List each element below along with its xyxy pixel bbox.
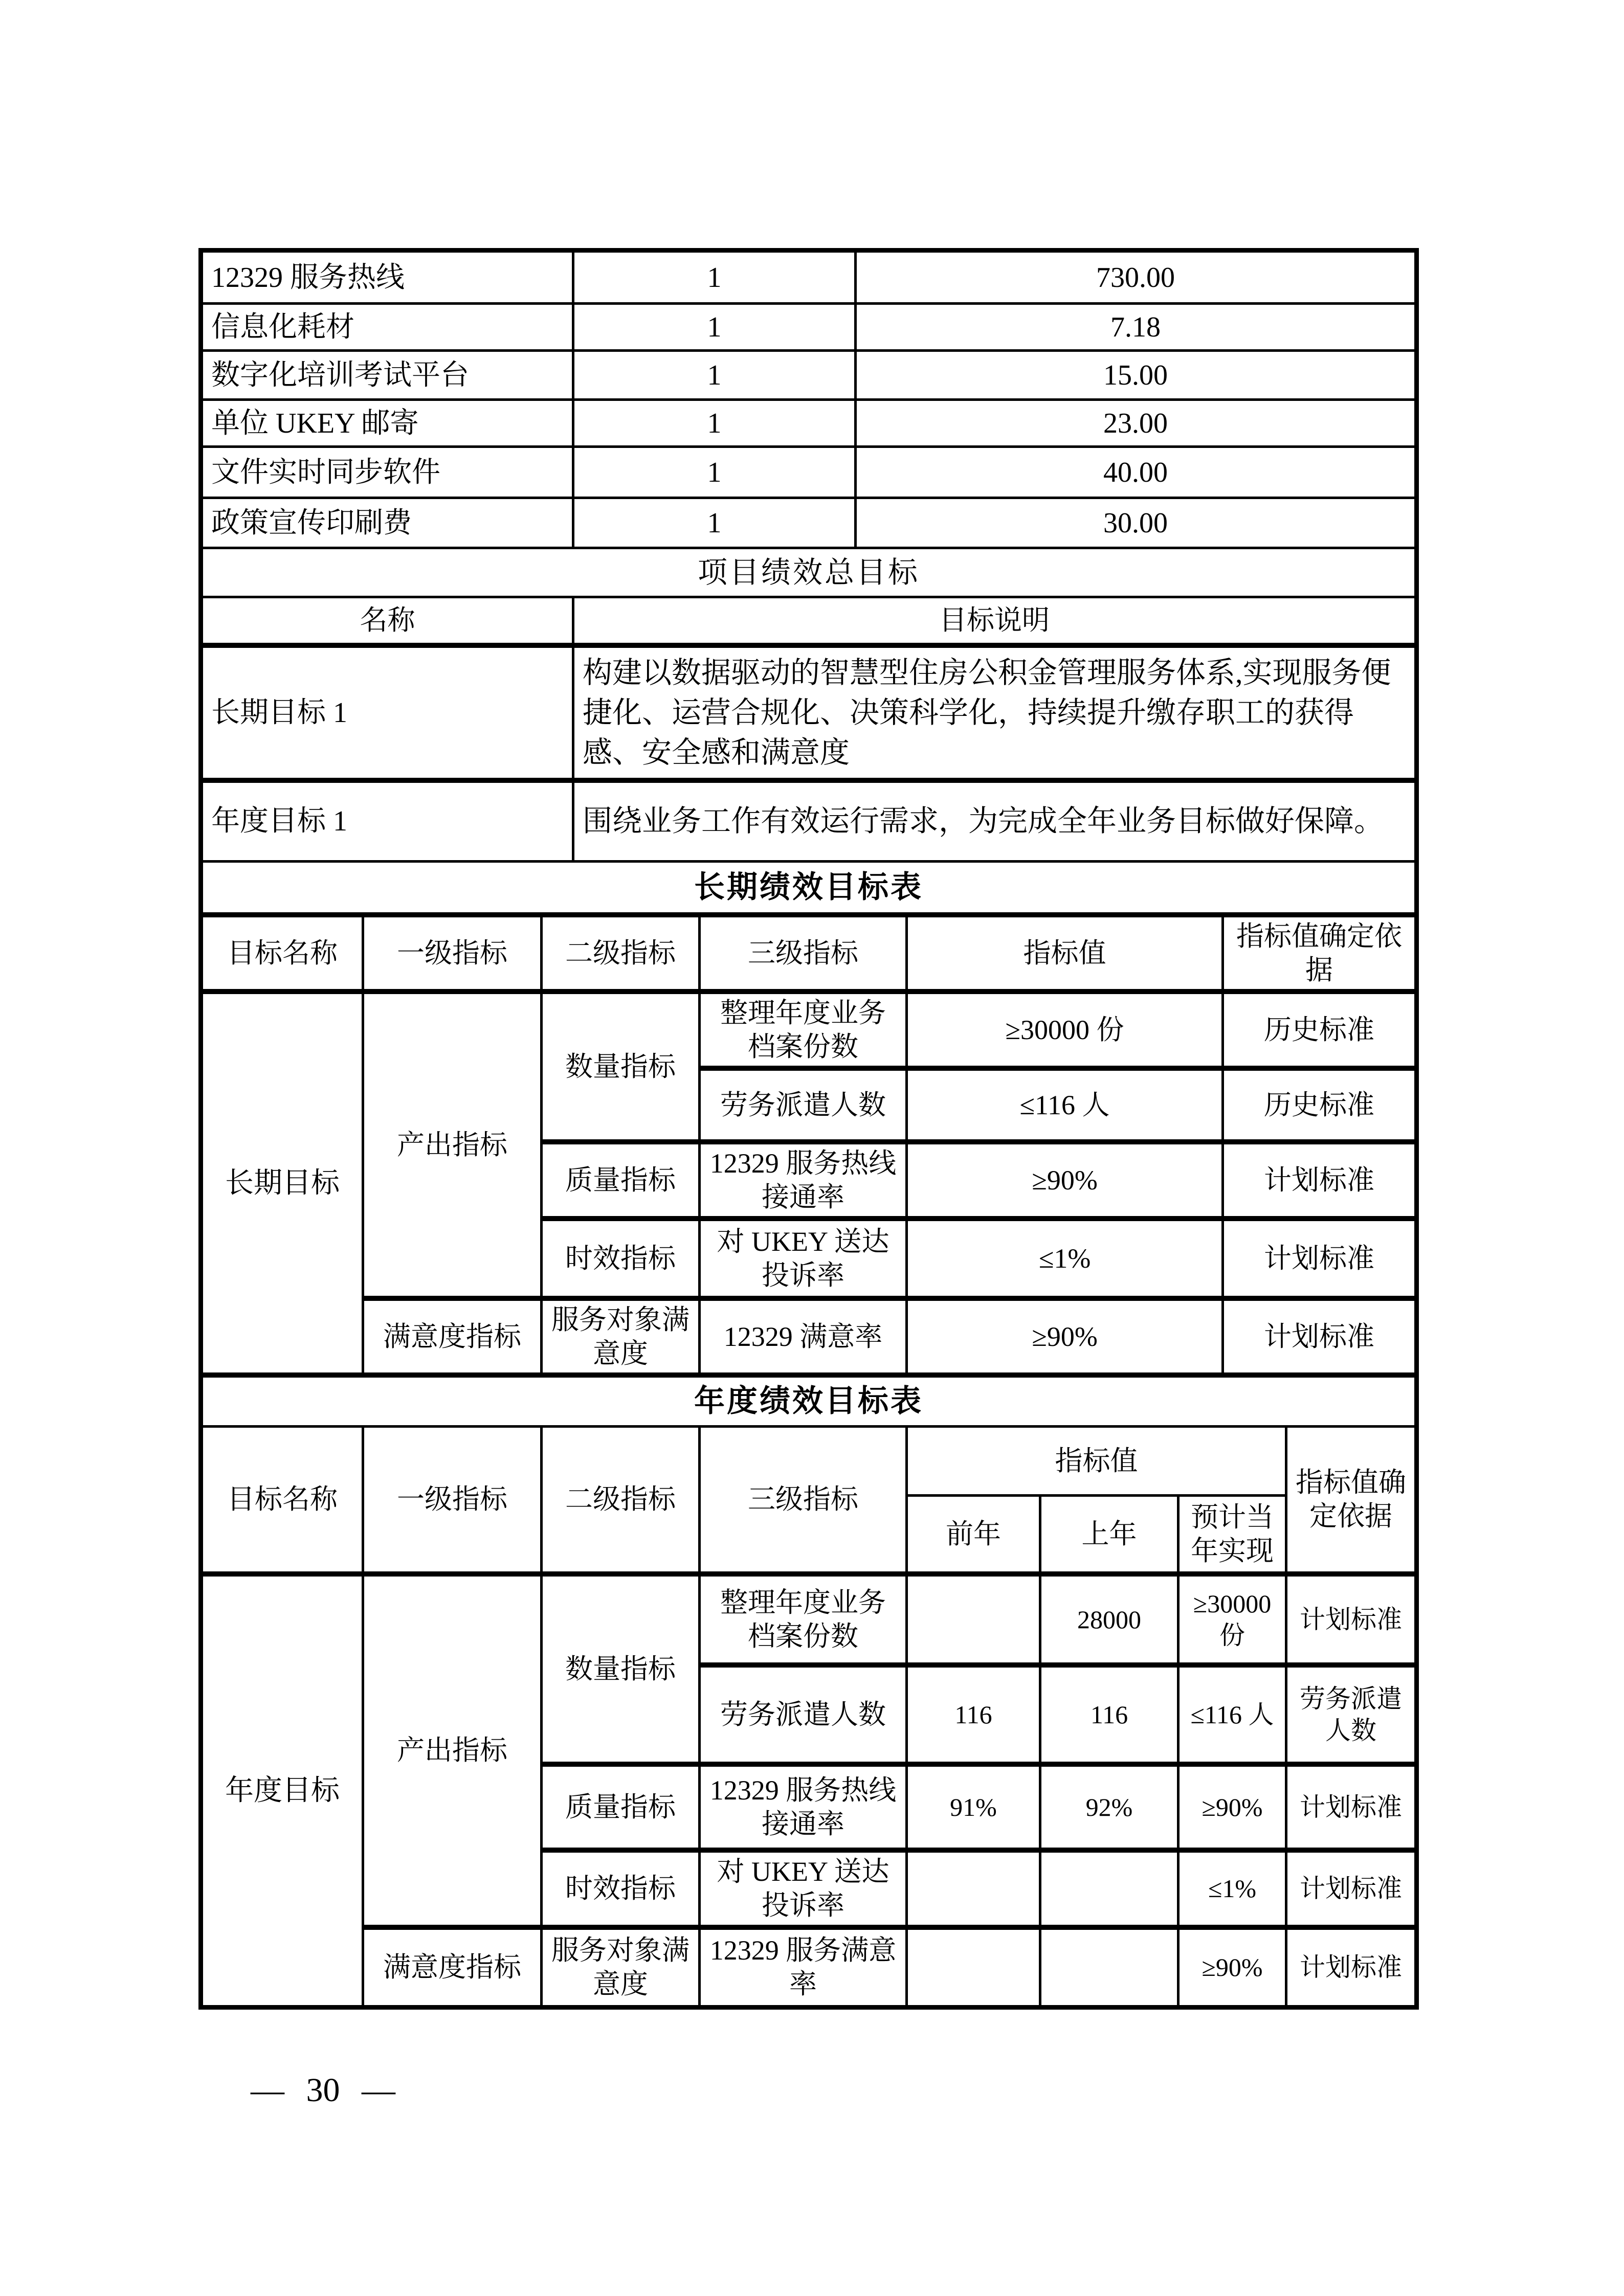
basis-cell: 计划标准 (1223, 1219, 1417, 1298)
amount-cell: 15.00 (856, 351, 1417, 400)
performance-tables (198, 248, 1419, 2010)
prev2-cell: 116 (907, 1665, 1040, 1764)
level1-cell: 产出指标 (363, 992, 542, 1298)
expense-name-cell: 政策宣传印刷费 (201, 498, 573, 548)
header-value: 指标值 (907, 915, 1223, 992)
amount-cell: 730.00 (856, 251, 1417, 304)
header-level1: 一级指标 (363, 1427, 542, 1574)
header-last-year: 上年 (1040, 1496, 1178, 1574)
value-cell: ≥30000 份 (907, 992, 1223, 1068)
level3-cell: 12329 满意率 (700, 1298, 907, 1375)
level2-cell: 质量指标 (542, 1142, 700, 1219)
quantity-cell: 1 (573, 351, 856, 400)
basis-cell: 劳务派遣人数 (1286, 1665, 1417, 1764)
level2-cell: 数量指标 (542, 1574, 700, 1764)
table-row (201, 400, 1417, 447)
goal-name-cell: 长期目标 (201, 992, 363, 1375)
header-level3: 三级指标 (700, 1427, 907, 1574)
header-goal-name: 目标名称 (201, 915, 363, 992)
header-name: 名称 (201, 597, 573, 645)
level3-cell: 劳务派遣人数 (700, 1068, 907, 1142)
prev1-cell (1040, 1927, 1178, 2008)
basis-cell: 计划标准 (1286, 1764, 1417, 1850)
table-row (201, 915, 1417, 992)
prev2-cell: 91% (907, 1764, 1040, 1850)
goal-name-cell: 年度目标 (201, 1574, 363, 2008)
level3-cell: 12329 服务热线接通率 (700, 1764, 907, 1850)
level3-cell: 12329 服务满意率 (700, 1927, 907, 2008)
basis-cell: 计划标准 (1223, 1142, 1417, 1219)
level3-cell: 12329 服务热线接通率 (700, 1142, 907, 1219)
level1-cell: 满意度指标 (363, 1298, 542, 1375)
table-row (201, 251, 1417, 304)
expense-name-cell: 文件实时同步软件 (201, 447, 573, 498)
table-row (201, 498, 1417, 548)
value-cell: ≤116 人 (907, 1068, 1223, 1142)
table-row (201, 1427, 1417, 1496)
level2-cell: 时效指标 (542, 1850, 700, 1927)
level3-cell: 整理年度业务档案份数 (700, 992, 907, 1068)
basis-cell: 计划标准 (1286, 1850, 1417, 1927)
level3-cell: 整理年度业务档案份数 (700, 1574, 907, 1665)
goal-name-cell: 年度目标 1 (201, 780, 573, 862)
table-row (201, 992, 1417, 1068)
table-row (201, 1375, 1417, 1427)
expected-cell: ≥30000 份 (1178, 1574, 1286, 1665)
prev2-cell (907, 1574, 1040, 1665)
quantity-cell: 1 (573, 498, 856, 548)
header-expected: 预计当年实现 (1178, 1496, 1286, 1574)
header-goal-name: 目标名称 (201, 1427, 363, 1574)
table-row (201, 548, 1417, 597)
prev2-cell (907, 1850, 1040, 1927)
table-row (201, 1298, 1417, 1375)
expected-cell: ≥90% (1178, 1764, 1286, 1850)
level2-cell: 数量指标 (542, 992, 700, 1142)
table-row (201, 1927, 1417, 2008)
amount-cell: 30.00 (856, 498, 1417, 548)
expected-cell: ≤116 人 (1178, 1665, 1286, 1764)
header-level1: 一级指标 (363, 915, 542, 992)
page-number: — 30 — (251, 2072, 395, 2109)
prev1-cell: 28000 (1040, 1574, 1178, 1665)
prev1-cell: 116 (1040, 1665, 1178, 1764)
level1-cell: 产出指标 (363, 1574, 542, 1927)
basis-cell: 历史标准 (1223, 1068, 1417, 1142)
prev1-cell (1040, 1850, 1178, 1927)
table-row (201, 597, 1417, 645)
level2-cell: 服务对象满意度 (542, 1298, 700, 1375)
header-year-before-last: 前年 (907, 1496, 1040, 1574)
table-row (201, 304, 1417, 351)
value-cell: ≤1% (907, 1219, 1223, 1298)
level2-cell: 服务对象满意度 (542, 1927, 700, 2008)
header-level2: 二级指标 (542, 1427, 700, 1574)
amount-cell: 7.18 (856, 304, 1417, 351)
value-cell: ≥90% (907, 1298, 1223, 1375)
table-row (201, 645, 1417, 780)
amount-cell: 40.00 (856, 447, 1417, 498)
header-level2: 二级指标 (542, 915, 700, 992)
expense-name-cell: 信息化耗材 (201, 304, 573, 351)
level1-cell: 满意度指标 (363, 1927, 542, 2008)
basis-cell: 计划标准 (1286, 1574, 1417, 1665)
header-level3: 三级指标 (700, 915, 907, 992)
level3-cell: 劳务派遣人数 (700, 1665, 907, 1764)
table-row (201, 447, 1417, 498)
level3-cell: 对 UKEY 送达投诉率 (700, 1219, 907, 1298)
overall-goal-title: 项目绩效总目标 (201, 548, 1417, 597)
table-row (201, 351, 1417, 400)
goal-desc-cell: 围绕业务工作有效运行需求，为完成全年业务目标做好保障。 (573, 780, 1417, 862)
basis-cell: 计划标准 (1223, 1298, 1417, 1375)
header-basis: 指标值确定依据 (1286, 1427, 1417, 1574)
header-goal-desc: 目标说明 (573, 597, 1417, 645)
table-row (201, 1574, 1417, 1665)
quantity-cell: 1 (573, 304, 856, 351)
level2-cell: 质量指标 (542, 1764, 700, 1850)
table-row (201, 780, 1417, 862)
level3-cell: 对 UKEY 送达投诉率 (700, 1850, 907, 1927)
expected-cell: ≥90% (1178, 1927, 1286, 2008)
basis-cell: 历史标准 (1223, 992, 1417, 1068)
prev1-cell: 92% (1040, 1764, 1178, 1850)
expense-name-cell: 数字化培训考试平台 (201, 351, 573, 400)
expense-name-cell: 12329 服务热线 (201, 251, 573, 304)
quantity-cell: 1 (573, 251, 856, 304)
expected-cell: ≤1% (1178, 1850, 1286, 1927)
header-value: 指标值 (907, 1427, 1286, 1496)
quantity-cell: 1 (573, 400, 856, 447)
prev2-cell (907, 1927, 1040, 2008)
quantity-cell: 1 (573, 447, 856, 498)
level2-cell: 时效指标 (542, 1219, 700, 1298)
value-cell: ≥90% (907, 1142, 1223, 1219)
amount-cell: 23.00 (856, 400, 1417, 447)
long-term-table-title: 长期绩效目标表 (201, 862, 1417, 915)
goal-desc-cell: 构建以数据驱动的智慧型住房公积金管理服务体系,实现服务便捷化、运营合规化、决策科学化，持续提升缴存职工的获得感、安全感和满意度 (573, 645, 1417, 780)
annual-table-title: 年度绩效目标表 (201, 1375, 1417, 1427)
basis-cell: 计划标准 (1286, 1927, 1417, 2008)
header-basis: 指标值确定依据 (1223, 915, 1417, 992)
goal-name-cell: 长期目标 1 (201, 645, 573, 780)
expense-name-cell: 单位 UKEY 邮寄 (201, 400, 573, 447)
table-row (201, 862, 1417, 915)
